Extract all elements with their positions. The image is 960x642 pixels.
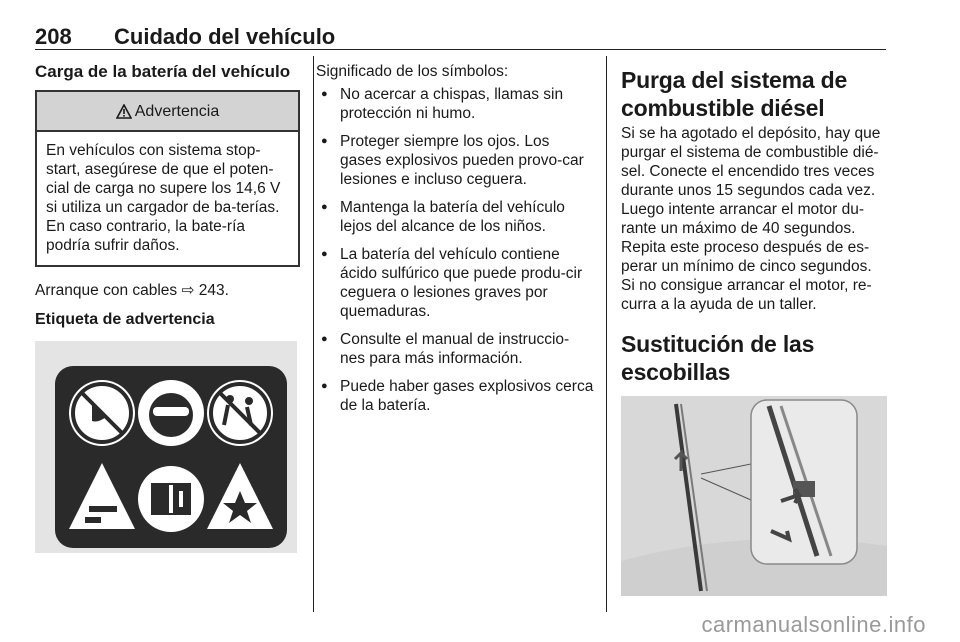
column-divider-2: [606, 56, 607, 612]
wiper-illustration: [621, 396, 887, 596]
section-heading-wiper-replacement: Sustitución de las escobillas: [621, 331, 815, 385]
keep-children-away-icon: [207, 380, 273, 446]
page-number: 208: [35, 24, 72, 49]
chapter-title: Cuidado del vehículo: [114, 24, 336, 49]
jump-start-reference: Arranque con cables ⇨ 243.: [35, 282, 229, 299]
section-heading-battery-charging: Carga de la batería del vehículo: [35, 62, 291, 81]
warning-box: [35, 90, 300, 267]
symbols-intro: Significado de los símbolos:: [316, 63, 509, 80]
battery-warning-label-illustration: [35, 341, 297, 553]
symbols-list: [316, 85, 594, 415]
eye-protection-icon: [138, 380, 204, 446]
column-divider-1: [313, 56, 314, 612]
warning-text: En vehículos con sistema stop-start, asegúrese de que el poten-cial de carga no supere los 14,6 V si utiliza un cargador de ba-terías. En caso contrario, la bate-ría podría sufrir daños.: [46, 142, 281, 254]
page-header: [35, 24, 336, 50]
no-flames-icon: [69, 380, 135, 446]
warning-header: [37, 92, 298, 132]
list-item: ● Proteger siempre los ojos. Los gases explosivos pueden provo-car lesiones e incluso ceguera.: [316, 132, 594, 189]
wiper-blade-image: [621, 396, 887, 596]
section-heading-diesel-purge: Purga del sistema de combustible diésel: [621, 67, 848, 121]
column-3: [621, 66, 887, 596]
list-item: ● Puede haber gases explosivos cerca de la batería.: [316, 377, 594, 415]
warning-title: Advertencia: [134, 102, 220, 120]
battery-warning-label-image: [35, 341, 297, 553]
read-manual-icon: [138, 466, 204, 532]
warning-triangle-icon: [116, 104, 132, 119]
list-item: ● No acercar a chispas, llamas sin protección ni humo.: [316, 85, 594, 123]
column-1: [35, 62, 300, 553]
watermark: carmanualsonline.info: [701, 612, 926, 637]
list-item: ● Mantenga la batería del vehículo lejos del alcance de los niños.: [316, 198, 594, 236]
warning-label-heading: Etiqueta de advertencia: [35, 311, 215, 328]
header-rule: [35, 49, 886, 50]
list-item: ● Consulte el manual de instruccio-nes para más información.: [316, 330, 594, 368]
list-item: ● La batería del vehículo contiene ácido sulfúrico que puede produ-cir ceguera o lesiones graves por quemaduras.: [316, 245, 594, 321]
column-2: [316, 62, 594, 424]
diesel-purge-text: Si se ha agotado el depósito, hay que purgar el sistema de combustible dié-sel. Conecte el encendido tres veces durante unos 15 segundos cada vez. Luego intente arrancar el motor du-rante un máximo de 40 segundos. Repita este proceso después de es-perar un mínimo de cinco segundos. Si no consigue arrancar el motor, re-curra a la ayuda de un taller.: [621, 125, 881, 313]
